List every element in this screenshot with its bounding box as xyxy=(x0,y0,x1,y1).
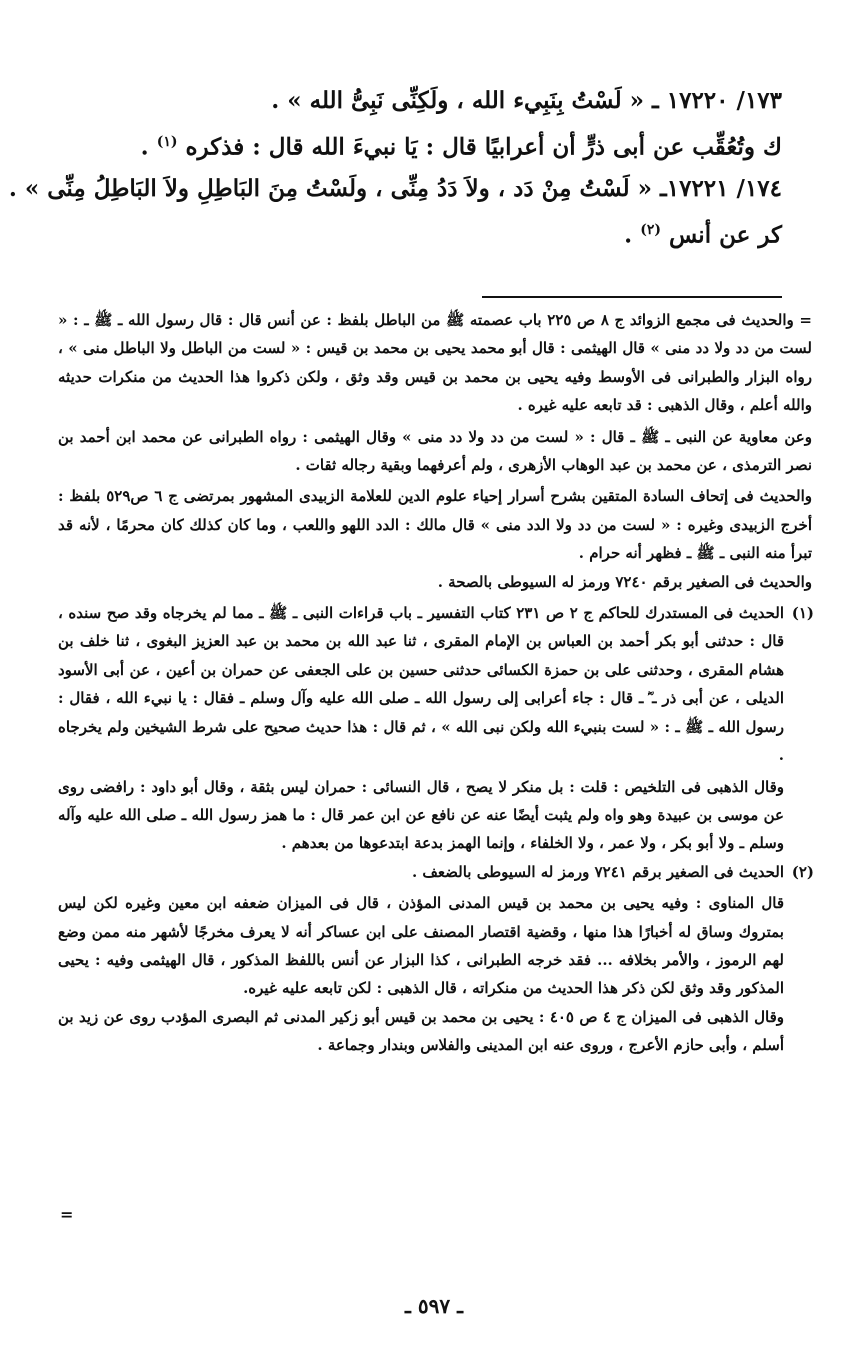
footnote-1-number: (١) xyxy=(791,604,814,623)
note-saghir-7240: والحديث فى الصغير برقم ٧٢٤٠ ورمز له السيوطى بالصحة . xyxy=(437,572,812,591)
page-number: ـ ٥٩٧ ـ xyxy=(405,1294,463,1318)
footnote-1-text: الحديث فى المستدرك للحاكم ج ٢ ص ٢٣١ كتاب التفسير ـ باب قراءات النبى ـ ﷺ ـ مما لم يخرجاه وقد صح سنده ، قال : حدثنى أبو بكر أحمد بن العباس بن الإمام المقرى ، ثنا عبد الله بن محمد بن عبد العزيز البغوى ، ثنا خلف بن هشام المقرى ، وحدثنى على بن حمزة الكسائى حدثنى حسين بن على الجعفى عن حمران بن أعين ، عن أبى الأسود الديلى ، عن أبى ذر ـ ؓ ـ قال : جاء أعرابى إلى رسول الله ـ صلى الله عليه وآل وسلم ـ فقال : يا نبيء الله ، فقال : رسول الله ـ ﷺ ـ : « لست بنبيء الله ولكن نبى الله » ، ثم قال : هذا حديث صحيح على شرط الشيخين ولم يخرجاه . xyxy=(58,604,784,765)
hadith-174-source-end: . xyxy=(624,221,633,249)
hadith-main-text xyxy=(8,82,782,254)
note-ithaf: والحديث فى إتحاف السادة المتقين بشرح أسرار إحياء علوم الدين للعلامة الزبيدى المشهور بمرتضى ج ٦ ص٥٢٩ بلفظ : أخرج الزبيدى وغيره : « لست من دد ولا الدد منى » قال مالك : الدد اللهو واللعب ، وما كان كذلك كان محرمًا ، لأنه قد تبرأ منه النبى ـ ﷺ ـ فظهر أنه حرام . xyxy=(58,487,813,563)
footnote-1-dhahabi: وقال الذهبى فى التلخيص : قلت : بل منكر لا يصح ، قال النسائى : حمران ليس بثقة ، وقال أبو داود : رافضى روى عن موسى بن عبيدة وهو واه ولم يثبت أيضًا عنه عن نافع عن ابن عمر قال : ما همز رسول الله ـ صلى الله عليه وآله وسلم ـ ولا أبو بكر ، ولا عمر ، ولا الخلفاء ، وإنما الهمز بدعة ابتدعوها من بعدهم . xyxy=(58,777,784,853)
hadith-173-source xyxy=(62,123,782,167)
continuation-mark: = xyxy=(60,1205,74,1224)
hadith-174-source xyxy=(62,211,782,255)
hadith-174-source-text: كر عن أنس xyxy=(668,221,782,249)
note-muawiya: وعن معاوية عن النبى ـ ﷺ ـ قال : « لست من دد ولا دد منى » وقال الهيثمى : رواه الطبرانى عن محمد ابن أحمد بن نصر الترمذى ، عن محمد بن عبد الوهاب الأزهرى ، ولم أعرفهما وبقية رجاله ثقات . xyxy=(58,427,813,475)
note-continuation-majma: = والحديث فى مجمع الزوائد ج ٨ ص ٢٢٥ باب عصمته ﷺ من الباطل بلفظ : عن أنس قال : قال رسول الله ـ ﷺ ـ : « لست من دد ولا دد منى » قال الهيثمى : قال أبو محمد يحيى بن محمد بن قيس : « لست من الباطل ولا الباطل منى » ، رواه البزار والطبرانى فى الأوسط وفيه يحيى بن محمد بن قيس وقد وثق ، ولكن ذكروا هذا الحديث من منكرات حديثه والله أعلم ، وقال الذهبى : قد تابعه عليه غيره . xyxy=(58,311,812,415)
hadith-173: ١٧٣/ ١٧٢٢٠ ـ « لَسْتُ بِنَبِيء الله ، ولَكِنِّى نَبِىُّ الله » . xyxy=(271,87,782,114)
footnote-2-text: الحديث فى الصغير برقم ٧٢٤١ ورمز له السيوطى بالضعف . xyxy=(411,862,784,881)
hadith-173-source-text: ك وتُعُقِّب عن أبى ذرٍّ أن أعرابيًا قال : يَا نبيءَ الله قال : فذكره xyxy=(185,133,782,161)
footnotes xyxy=(58,306,812,1060)
hadith-174: ١٧٤/ ١٧٢٢١ـ « لَسْتُ مِنْ دَد ، ولاَ دَدُ مِنِّى ، ولَسْتُ مِنَ البَاطِلِ ولاَ البَاطِلُ مِنِّى » . xyxy=(8,174,782,202)
hadith-173-source-end: . xyxy=(140,133,149,161)
footnote-2-number: (٢) xyxy=(791,862,814,881)
footnote-ref-2[interactable]: (٢) xyxy=(640,221,661,238)
footnote-2-munawi: قال المناوى : وفيه يحيى بن محمد بن قيس المدنى المؤذن ، قال فى الميزان ضعفه ابن معين وغيره لكن ليس بمتروك وساق له أخبارًا هذا منها ، وقضية اقتصار المصنف على ابن عساكر أنه لا يعرف مخرجًا لأشهر منه ممن وضع لهم الرموز ، والأمر بخلافه ... فقد خرجه الطبرانى ، كذا البزار عن أنس باللفظ المذكور ، قال الهيثمى وفيه : يحيى المذكور وقد وثق لكن ذكر هذا الحديث من منكراته ، قال الذهبى : لكن تابعه عليه غيره. xyxy=(58,894,784,998)
footnote-ref-1[interactable]: (١) xyxy=(156,134,178,150)
footnote-2-mizan: وقال الذهبى فى الميزان ج ٤ ص ٤٠٥ : يحيى بن محمد بن قيس أبو زكير المدنى ثم البصرى المؤدب روى عن زيد بن أسلم ، وأبى حازم الأعرج ، وروى عنه ابن المدينى والفلاس وبندار وجماعة . xyxy=(58,1007,784,1055)
footnote-divider xyxy=(482,296,782,298)
footnote-2 xyxy=(58,858,812,886)
footnote-1 xyxy=(58,599,812,769)
